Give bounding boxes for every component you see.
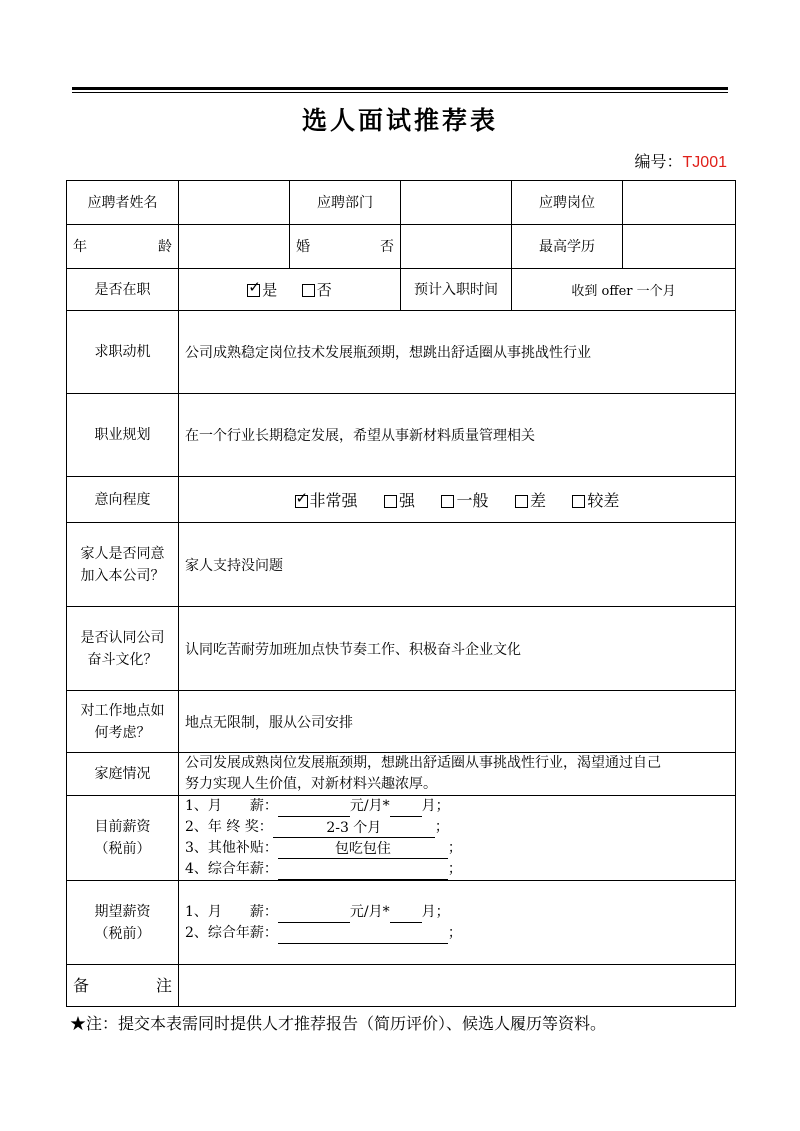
intention-option-strong[interactable] — [384, 491, 415, 510]
semicolon: ； — [447, 861, 462, 877]
education-field[interactable] — [623, 225, 736, 269]
employed-option-no[interactable] — [302, 281, 332, 299]
employed-label: 是否在职 — [67, 269, 179, 311]
expected-annual-label: 2、综合年薪： — [185, 924, 278, 941]
intention-label: 意向程度 — [67, 477, 179, 523]
row-motivation — [67, 311, 736, 394]
current-subsidy-field[interactable]: 包吃包住 — [278, 840, 448, 859]
intention-option-label: 一般 — [456, 491, 489, 510]
location-label-line1: 对工作地点如 — [80, 702, 165, 719]
footnote: ★注：提交本表需同时提供人才推荐报告（简历评价）、候选人履历等资料。 — [70, 1014, 607, 1033]
checkbox-icon[interactable] — [295, 495, 308, 508]
department-field[interactable] — [401, 181, 512, 225]
intention-option-weak[interactable] — [572, 491, 619, 510]
location-value[interactable]: 地点无限制，服从公司安排 — [179, 691, 736, 753]
expected-salary-label — [67, 881, 179, 965]
current-annual-field[interactable] — [278, 879, 448, 880]
checkbox-icon[interactable] — [572, 495, 585, 508]
current-salary-label-line2: （税前） — [94, 841, 151, 857]
employed-option-no-label: 否 — [316, 281, 332, 299]
interview-form-table — [66, 180, 736, 1007]
serial-label: 编号： — [634, 152, 683, 171]
expected-monthly-salary-line — [185, 902, 729, 923]
family-agree-label-line2: 加入本公司？ — [80, 567, 165, 584]
employed-option-yes[interactable] — [247, 281, 277, 299]
current-subsidy-line — [185, 838, 729, 859]
expected-salary-label-line2: （税前） — [94, 925, 151, 942]
intention-option-label: 差 — [529, 491, 546, 510]
culture-label — [67, 607, 179, 691]
checkbox-icon[interactable] — [302, 284, 315, 297]
row-family-status — [67, 753, 736, 796]
semicolon: ； — [447, 924, 462, 941]
checkbox-icon[interactable] — [515, 495, 528, 508]
semicolon: ； — [447, 840, 462, 856]
checkbox-icon[interactable] — [247, 284, 260, 297]
education-label: 最高学历 — [512, 225, 623, 269]
row-family-agree — [67, 523, 736, 607]
marital-label: 婚否 — [290, 225, 401, 269]
motivation-value[interactable]: 公司成熟稳定岗位技术发展瓶颈期，想跳出舒适圈从事挑战性行业 — [179, 311, 736, 394]
row-current-salary — [67, 796, 736, 881]
current-monthly-unit: 元/月* — [349, 798, 390, 814]
row-location — [67, 691, 736, 753]
current-annual-label: 4、综合年薪： — [185, 861, 278, 877]
applicant-name-label: 应聘者姓名 — [67, 181, 179, 225]
expected-monthly-unit: 元/月* — [349, 903, 390, 920]
employed-options — [179, 269, 401, 311]
current-salary-label — [67, 796, 179, 881]
current-subsidy-label: 3、其他补贴： — [185, 840, 278, 856]
age-field[interactable] — [179, 225, 290, 269]
location-label-line2: 何考虑？ — [94, 724, 151, 741]
expected-monthly-label: 1、月 薪： — [185, 903, 278, 920]
current-bonus-field[interactable]: 2-3 个月 — [273, 819, 435, 838]
expected-monthly-suffix: 月； — [421, 903, 450, 920]
family-status-value[interactable] — [179, 753, 736, 796]
row-intention — [67, 477, 736, 523]
intention-option-label: 较差 — [587, 491, 620, 510]
checkbox-icon[interactable] — [384, 495, 397, 508]
row-career-plan — [67, 394, 736, 477]
position-field[interactable] — [623, 181, 736, 225]
row-remarks — [67, 965, 736, 1007]
culture-value[interactable]: 认同吃苦耐劳加班加点快节奏工作、积极奋斗企业文化 — [179, 607, 736, 691]
current-salary-label-line1: 目前薪资 — [94, 819, 151, 835]
remarks-label: 备注 — [67, 965, 179, 1007]
family-status-label: 家庭情况 — [67, 753, 179, 796]
intention-option-average[interactable] — [441, 491, 488, 510]
serial-number — [635, 149, 727, 172]
current-monthly-suffix: 月； — [421, 798, 450, 814]
family-agree-value[interactable]: 家人支持没问题 — [179, 523, 736, 607]
department-label: 应聘部门 — [290, 181, 401, 225]
current-salary-details — [179, 796, 736, 881]
remarks-field[interactable] — [179, 965, 736, 1007]
entry-time-value[interactable]: 收到 offer 一个月 — [512, 269, 736, 311]
applicant-name-field[interactable] — [179, 181, 290, 225]
expected-annual-line — [185, 923, 729, 944]
family-status-line1: 公司发展成熟岗位发展瓶颈期，想跳出舒适圈从事挑战性行业，渴望通过自己 — [185, 755, 661, 771]
expected-annual-field[interactable] — [278, 943, 448, 944]
checkbox-icon[interactable] — [441, 495, 454, 508]
current-monthly-salary-line — [185, 796, 729, 817]
header-rule-thin — [72, 92, 728, 93]
row-personal-info — [67, 225, 736, 269]
expected-salary-details — [179, 881, 736, 965]
career-plan-value[interactable]: 在一个行业长期稳定发展，希望从事新材料质量管理相关 — [179, 394, 736, 477]
family-agree-label — [67, 523, 179, 607]
document-title: 选人面试推荐表 — [301, 106, 498, 135]
current-monthly-label: 1、月 薪： — [185, 798, 278, 814]
intention-option-poor[interactable] — [515, 491, 546, 510]
intention-option-label: 强 — [399, 491, 416, 510]
current-bonus-line — [185, 817, 729, 838]
current-annual-line — [185, 859, 729, 880]
age-label: 年龄 — [67, 225, 179, 269]
intention-options — [179, 477, 736, 523]
row-basic-info — [67, 181, 736, 225]
intention-option-label: 非常强 — [309, 491, 358, 510]
semicolon: ； — [434, 819, 449, 835]
intention-option-very-strong[interactable] — [295, 491, 358, 510]
entry-time-label: 预计入职时间 — [401, 269, 512, 311]
career-plan-label: 职业规划 — [67, 394, 179, 477]
family-status-line2: 努力实现人生价值，对新材料兴趣浓厚。 — [185, 776, 437, 792]
header-rule-thick — [72, 87, 728, 90]
row-employment — [67, 269, 736, 311]
row-expected-salary — [67, 881, 736, 965]
family-agree-label-line1: 家人是否同意 — [80, 545, 165, 562]
position-label: 应聘岗位 — [512, 181, 623, 225]
marital-field[interactable] — [401, 225, 512, 269]
employed-option-yes-label: 是 — [262, 281, 278, 299]
serial-value: TJ001 — [682, 154, 727, 171]
row-culture — [67, 607, 736, 691]
culture-label-line1: 是否认同公司 — [80, 629, 165, 646]
current-bonus-label: 2、年 终 奖： — [185, 819, 273, 835]
expected-salary-label-line1: 期望薪资 — [94, 903, 151, 920]
motivation-label: 求职动机 — [67, 311, 179, 394]
culture-label-line2: 奋斗文化？ — [87, 651, 158, 668]
location-label — [67, 691, 179, 753]
